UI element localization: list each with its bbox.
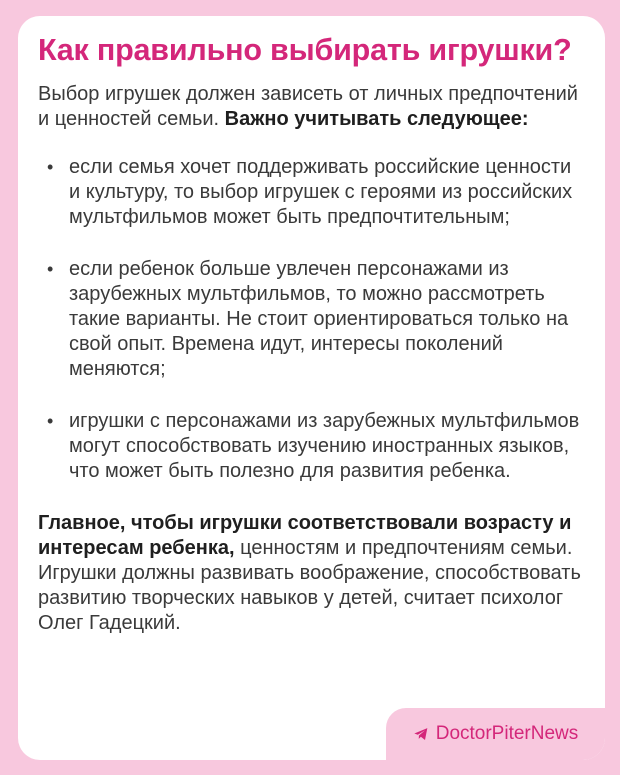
list-item (38, 155, 587, 230)
closing-paragraph (38, 511, 587, 636)
list-item (38, 409, 587, 484)
intro-bold-text: Важно учитывать следующее: (224, 108, 529, 130)
list-item (38, 257, 587, 382)
list-item-text: игрушки с персонажами из зарубежных мультфильмов могут способствовать изучению иностранных языков, что может быть полезно для развития ребенка. (69, 410, 580, 482)
list-item-text: если ребенок больше увлечен персонажами из зарубежных мультфильмов, то можно рассмотреть такие варианты. Не стоит ориентироваться только на свой опыт. Времена идут, интересы поколений меняются; (69, 258, 569, 380)
bullet-marker: • (47, 411, 54, 431)
list-item-text: если семья хочет поддерживать российские ценности и культуру, то выбор игрушек с героями из российских мультфильмов может быть предпочтительным; (69, 156, 573, 228)
intro-paragraph (38, 82, 587, 132)
brand-name: DoctorPiterNews (435, 723, 579, 744)
closing-text: ценностям и предпочтениям семьи. Игрушки должны развивать воображение, способствовать развитию творческих навыков у детей, считает психолог Олег Гадецкий. (38, 537, 581, 634)
bullet-list (38, 155, 587, 484)
bullet-marker: • (47, 157, 54, 177)
telegram-icon (413, 726, 429, 742)
page-title: Как правильно выбирать игрушки? (38, 33, 572, 67)
brand-badge[interactable] (386, 708, 605, 760)
bullet-marker: • (47, 259, 54, 279)
closing-bold-text: Главное, чтобы игрушки соответствовали возрасту и интересам ребенка, (38, 512, 572, 559)
content-card (18, 16, 605, 760)
intro-text: Выбор игрушек должен зависеть от личных предпочтений и ценностей семьи. (38, 83, 578, 130)
